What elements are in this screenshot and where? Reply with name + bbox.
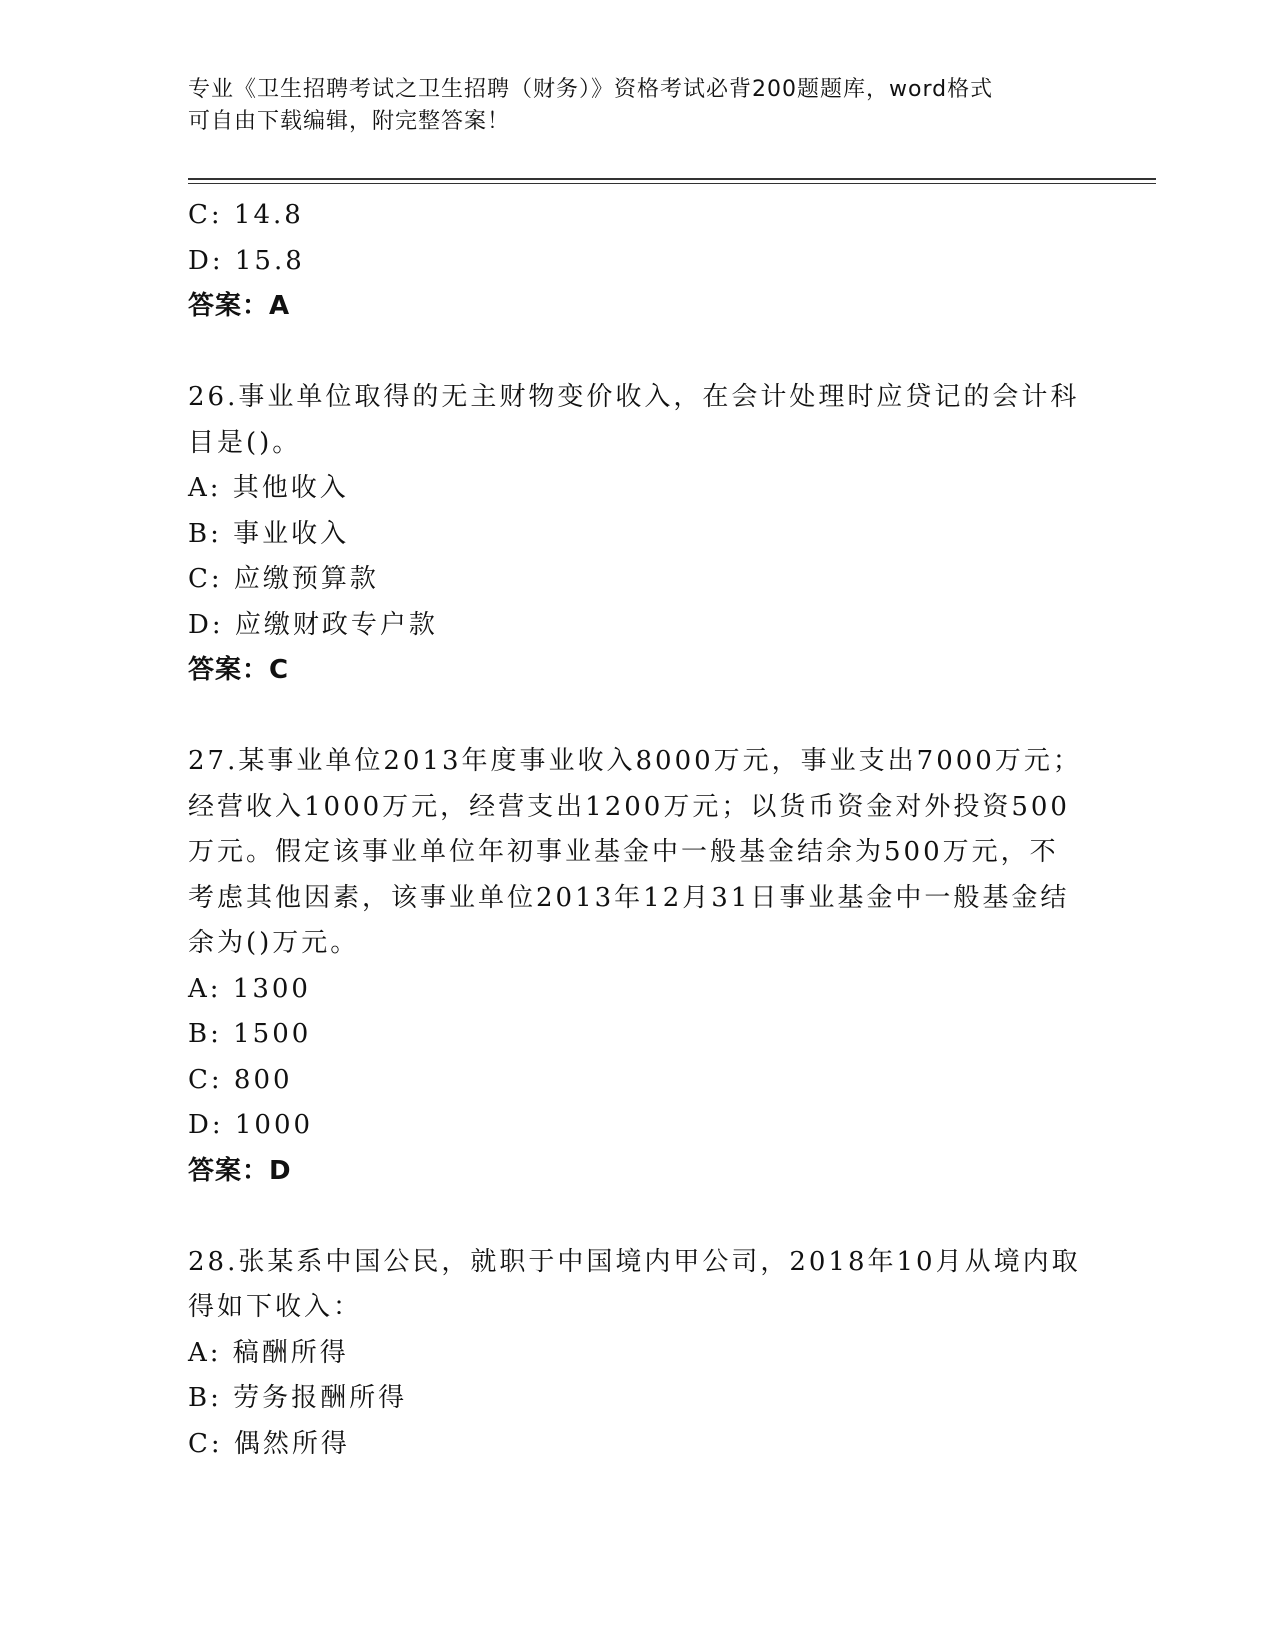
question-line: C: 偶然所得: [188, 1428, 350, 1459]
question-line: B: 事业收入: [188, 518, 350, 549]
question-line: 28.张某系中国公民，就职于中国境内甲公司，2018年10月从境内取: [188, 1246, 1081, 1277]
question-line: B: 1500: [188, 1019, 312, 1049]
answer-line: 答案：D: [188, 1155, 292, 1186]
header-divider-thick: [188, 178, 1156, 180]
block-spacer: [188, 1194, 1088, 1240]
question-line: A: 1300: [188, 973, 311, 1004]
block-spacer: [188, 694, 1088, 740]
question-line: D: 应缴财政专户款: [188, 609, 438, 640]
question-line: 27.某事业单位2013年度事业收入8000万元，事业支出7000万元；: [188, 746, 1082, 776]
question-line: A: 其他收入: [188, 473, 349, 503]
question-line: C: 应缴预算款: [188, 564, 379, 594]
question-line: 26.事业单位取得的无主财物变价收入，在会计处理时应贷记的会计科: [188, 382, 1080, 412]
answer-line: 答案：C: [188, 655, 290, 685]
answer-line: 答案：A: [188, 291, 291, 321]
question-line: 得如下收入：: [188, 1292, 363, 1322]
question-line: A: 稿酬所得: [188, 1337, 349, 1368]
question-line: 目是()。: [188, 427, 302, 458]
header-divider-thin: [188, 183, 1156, 184]
question-line: 考虑其他因素，该事业单位2013年12月31日事业基金中一般基金结: [188, 882, 1070, 913]
question-line: C: 14.8: [188, 200, 304, 230]
question-line: 经营收入1000万元，经营支出1200万元；以货币资金对外投资500: [188, 791, 1070, 822]
header-line-1: 专业《卫生招聘考试之卫生招聘（财务）》资格考试必背200题题库，word格式: [188, 77, 994, 102]
question-line: D: 15.8: [188, 245, 305, 276]
question-content: [188, 193, 1088, 1467]
block-spacer: [188, 330, 1088, 376]
question-line: C: 800: [188, 1064, 293, 1095]
header-line-2: 可自由下载编辑，附完整答案！: [188, 109, 511, 134]
page-header: [188, 74, 1068, 138]
question-line: 万元。假定该事业单位年初事业基金中一般基金结余为500万元，不: [188, 837, 1059, 867]
question-line: B: 劳务报酬所得: [188, 1383, 408, 1413]
question-line: 余为()万元。: [188, 928, 360, 958]
question-line: D: 1000: [188, 1110, 314, 1140]
